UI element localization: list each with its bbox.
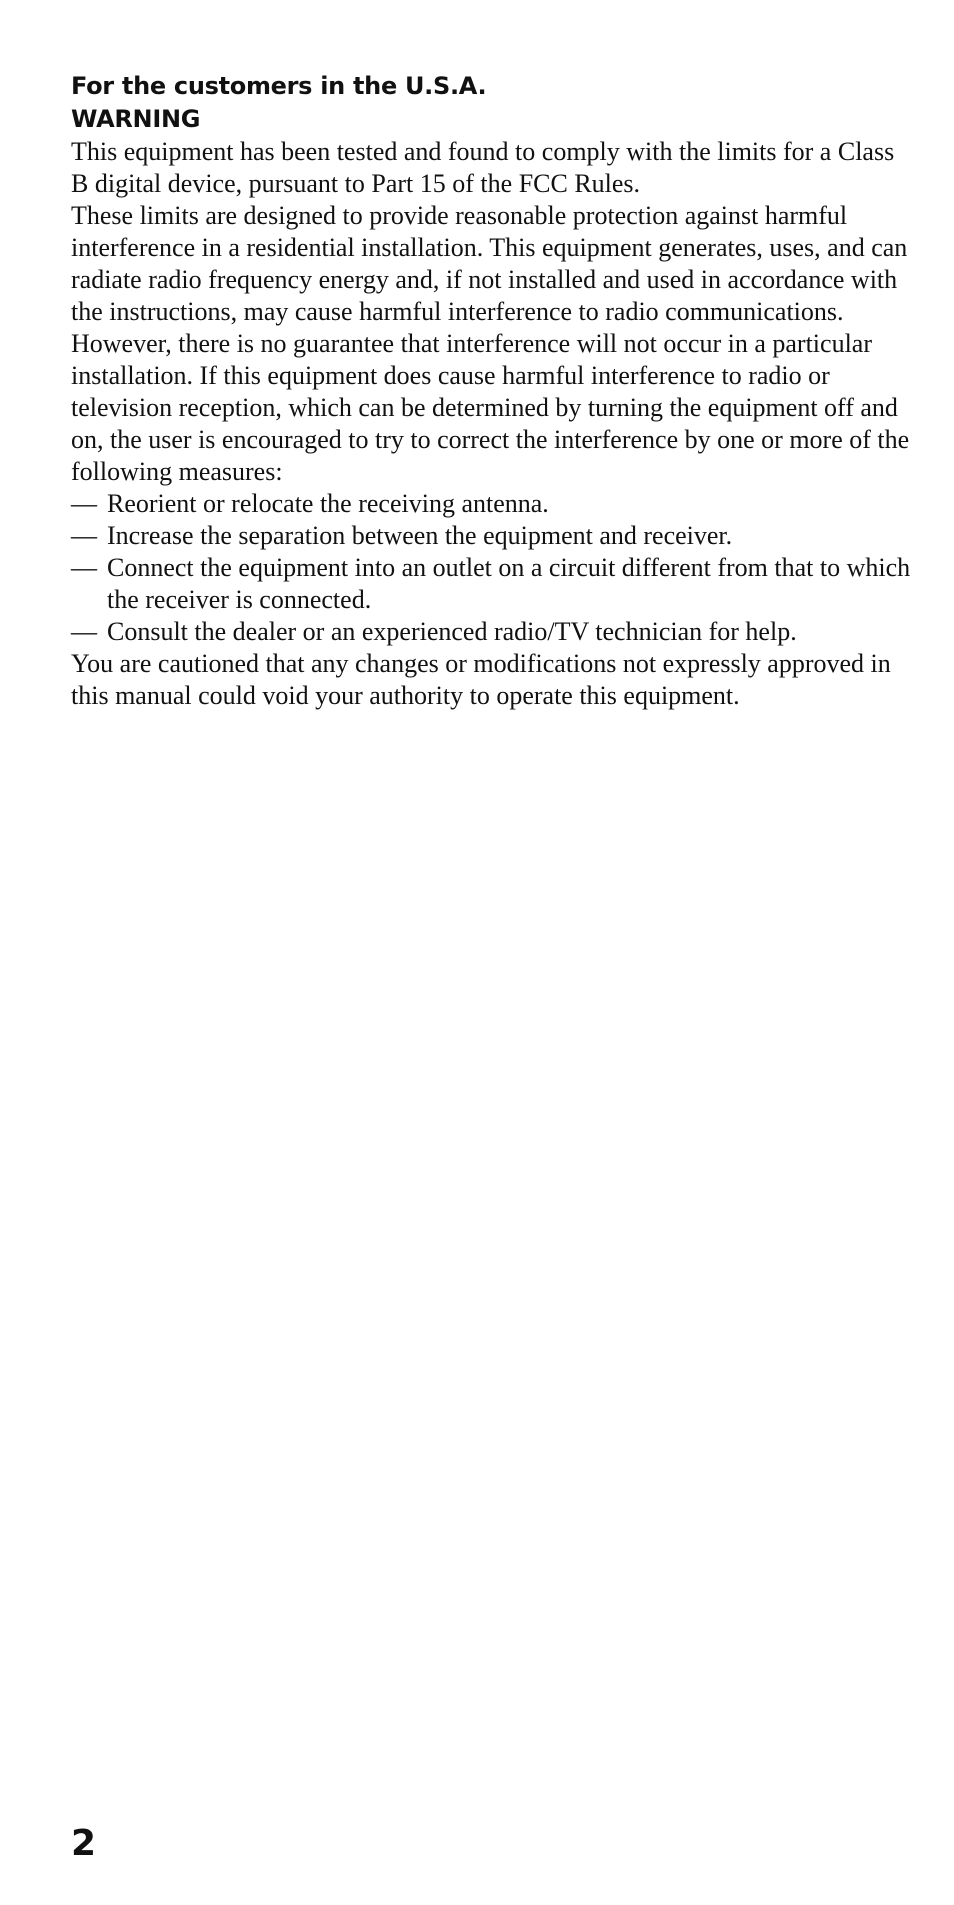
measure-text: Increase the separation between the equipment and receiver.	[107, 521, 733, 550]
dash-bullet: —	[71, 553, 97, 582]
compliance-paragraph: This equipment has been tested and found to comply with the limits for a Class B digital device, pursuant to Part 15 of the FCC Rules.	[71, 137, 895, 198]
list-item	[71, 520, 911, 552]
dash-bullet: —	[71, 521, 97, 550]
measure-text: Consult the dealer or an experienced radio/TV technician for help.	[107, 617, 797, 646]
section-title: For the customers in the U.S.A.	[71, 72, 487, 100]
list-item	[71, 488, 911, 520]
dash-bullet: —	[71, 617, 97, 646]
caution-paragraph: You are cautioned that any changes or modifications not expressly approved in this manual could void your authority to operate this equipment.	[71, 649, 891, 710]
measures-list	[71, 488, 911, 648]
list-item	[71, 616, 911, 648]
page-number: 2	[71, 1823, 97, 1864]
document-page	[71, 70, 911, 712]
measure-text: Connect the equipment into an outlet on a circuit different from that to which the receiver is connected.	[107, 553, 911, 614]
dash-bullet: —	[71, 489, 97, 518]
warning-heading: WARNING	[71, 105, 201, 133]
interference-paragraph: These limits are designed to provide reasonable protection against harmful interference in a residential installation. This equipment generates, uses, and can radiate radio frequency energy and, if not installed and used in accordance with the instructions, may cause harmful interference to radio communications. However, there is no guarantee that interference will not occur in a particular installation. If this equipment does cause harmful interference to radio or television reception, which can be determined by turning the equipment off and on, the user is encouraged to try to correct the interference by one or more of the following measures:	[71, 201, 910, 486]
list-item	[71, 552, 911, 616]
measure-text: Reorient or relocate the receiving antenna.	[107, 489, 549, 518]
